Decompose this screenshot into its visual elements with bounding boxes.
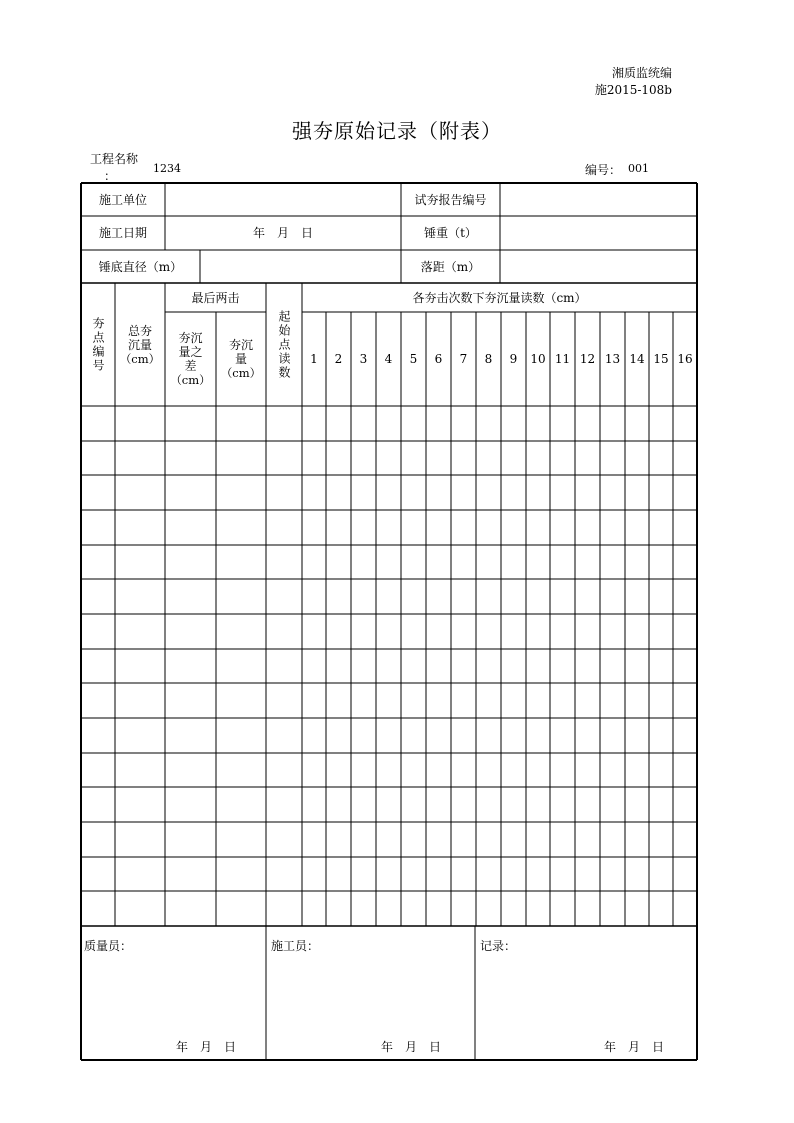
quality-sign-date: 年 月 日 xyxy=(176,1040,237,1054)
col-blow-4: 4 xyxy=(384,352,393,366)
col-settle-diff-line4: （cm） xyxy=(170,373,211,387)
drop-distance-field[interactable] xyxy=(500,250,697,283)
col-blow-6: 6 xyxy=(434,352,443,366)
col-blow-5: 5 xyxy=(409,352,418,366)
form-org: 湘质监统编 xyxy=(611,66,672,80)
col-blow-15: 15 xyxy=(653,352,669,366)
test-report-no-field[interactable] xyxy=(500,183,697,216)
col-blow-13: 13 xyxy=(604,352,621,366)
hammer-weight-label: 锤重（t） xyxy=(424,226,477,240)
construction-unit-label: 施工单位 xyxy=(98,192,147,207)
col-settle-diff xyxy=(165,312,216,406)
col-settle-amount xyxy=(216,312,266,406)
col-blow-16: 16 xyxy=(677,352,693,366)
project-name-colon: ： xyxy=(104,169,117,183)
construction-date-label: 施工日期 xyxy=(98,226,147,240)
col-settle-amount-line1: 夯沉 xyxy=(228,338,253,352)
col-per-blow-header: 各夯击次数下夯沉量读数（cm） xyxy=(412,290,587,305)
recorder-label: 记录： xyxy=(480,939,517,953)
col-settle-diff-line1: 夯沉 xyxy=(178,331,203,345)
construction-date-field[interactable]: 年 月 日 xyxy=(252,226,313,240)
hammer-diameter-label: 锤底直径（m） xyxy=(98,259,183,274)
col-settle-amount-line2: 量 xyxy=(234,352,247,366)
col-settle-amount-line3: （cm） xyxy=(220,366,262,380)
col-total-settlement-line1: 总夯 xyxy=(127,323,152,338)
quality-inspector-label: 质量员： xyxy=(84,939,133,953)
form-code: 施2015-108b xyxy=(594,83,672,97)
col-blow-9: 9 xyxy=(509,352,518,366)
form-number-value[interactable]: 001 xyxy=(628,162,649,175)
recorder-sign-date: 年 月 日 xyxy=(604,1040,665,1054)
constructor-label: 施工员： xyxy=(271,939,320,953)
hammer-diameter-field[interactable] xyxy=(200,250,401,283)
construction-unit-field[interactable] xyxy=(165,183,401,216)
col-blow-10: 10 xyxy=(530,352,546,366)
drop-distance-label: 落距（m） xyxy=(420,259,481,274)
col-blow-8: 8 xyxy=(484,352,493,366)
col-blow-7: 7 xyxy=(459,352,468,366)
col-blow-12: 12 xyxy=(579,352,596,366)
col-point-no: 夯点编号 xyxy=(91,316,105,373)
hammer-weight-field[interactable] xyxy=(500,216,697,250)
col-total-settlement xyxy=(115,283,165,406)
project-name-value[interactable]: 1234 xyxy=(153,162,181,175)
col-total-settlement-line2: 沉量 xyxy=(127,337,152,352)
col-blow-3: 3 xyxy=(359,352,368,366)
form-number-label: 编号： xyxy=(585,163,622,177)
col-blow-2: 2 xyxy=(334,352,343,366)
constructor-sign-date: 年 月 日 xyxy=(381,1040,442,1054)
col-last-two-blows: 最后两击 xyxy=(191,290,240,305)
test-report-no-label: 试夯报告编号 xyxy=(414,192,487,207)
col-blow-11: 11 xyxy=(554,352,571,366)
col-start-reading: 起始点读数 xyxy=(277,309,291,380)
col-settle-diff-line3: 差 xyxy=(184,359,197,373)
col-blow-14: 14 xyxy=(629,352,645,366)
col-settle-diff-line2: 量之 xyxy=(178,345,203,359)
col-blow-1: 1 xyxy=(310,352,318,366)
col-total-settlement-line3: （cm） xyxy=(119,351,161,366)
project-name-label: 工程名称 xyxy=(90,152,139,166)
page-title: 强夯原始记录（附表） xyxy=(292,119,502,143)
